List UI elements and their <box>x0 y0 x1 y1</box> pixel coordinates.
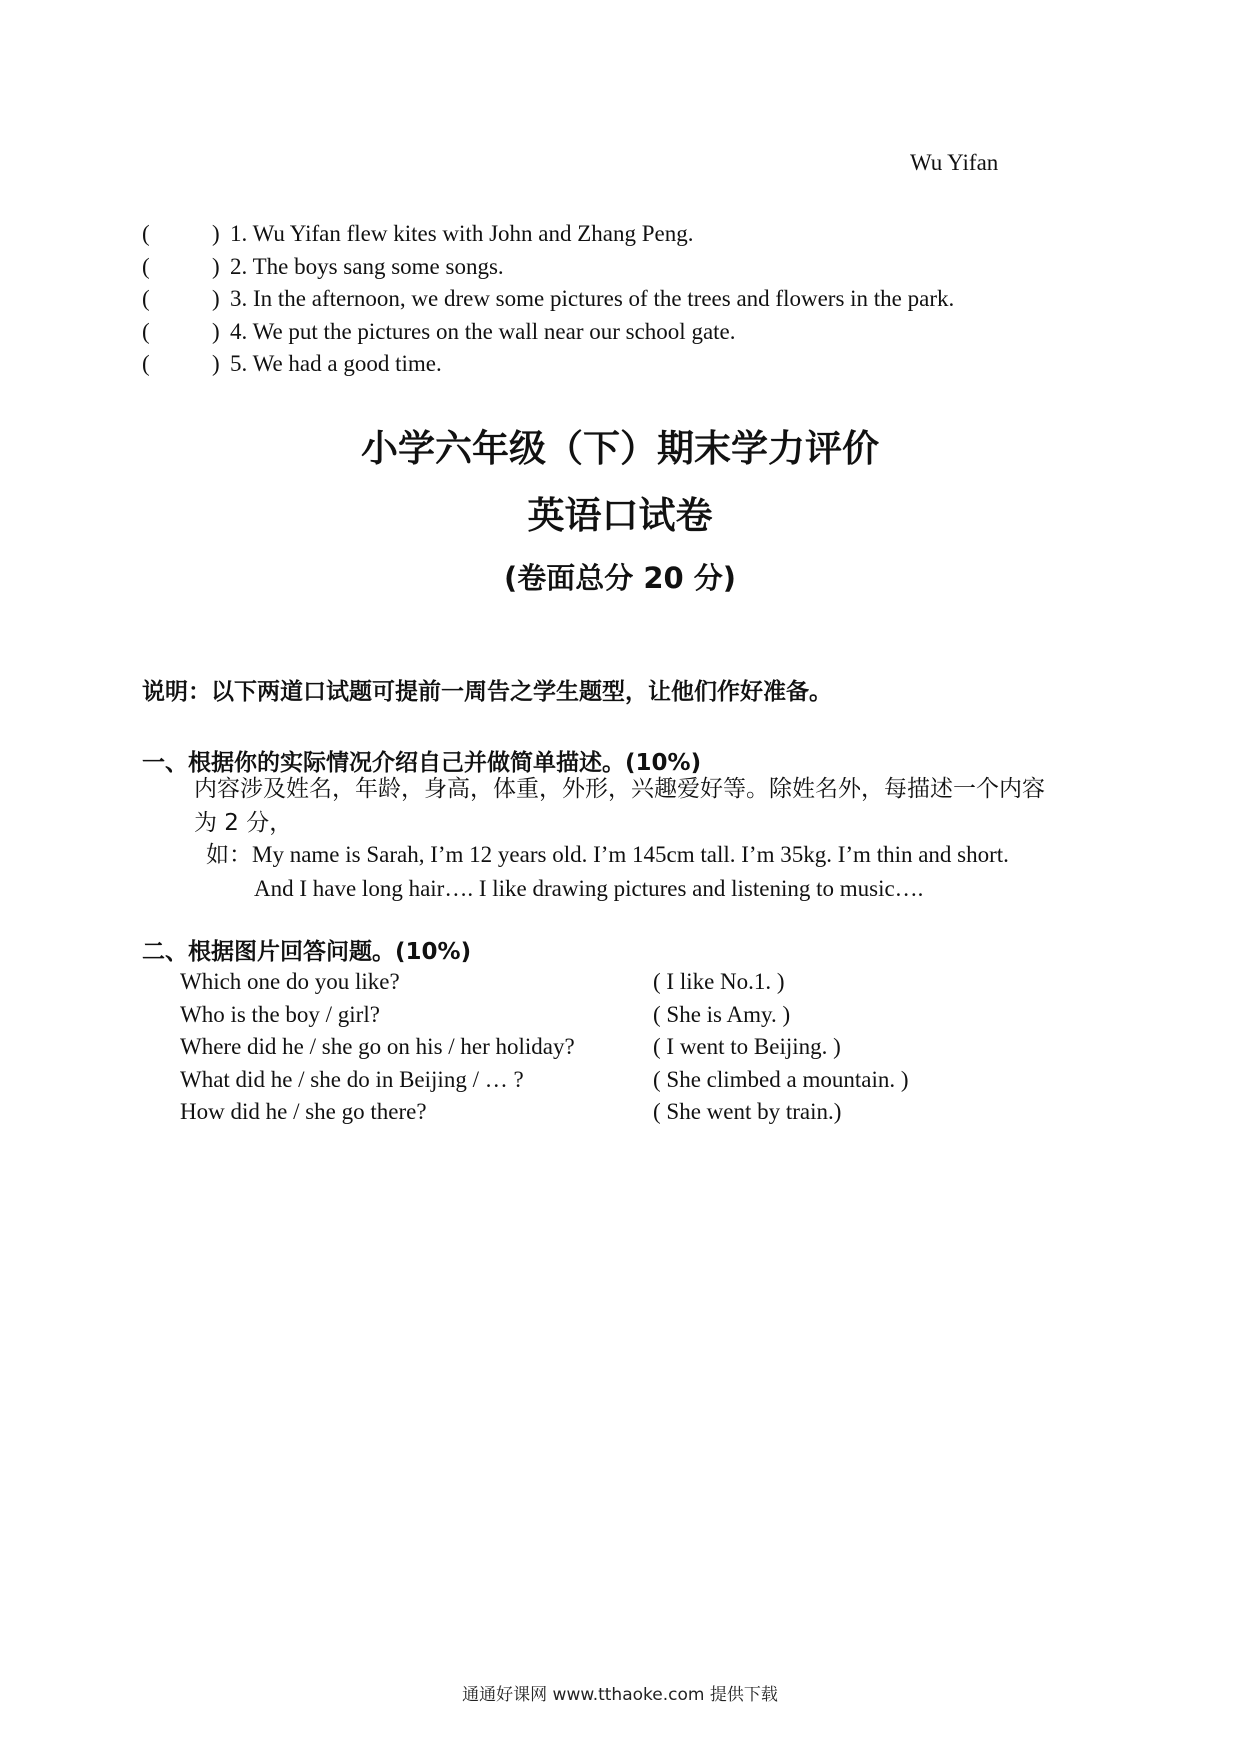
statement-text: 1. Wu Yifan flew kites with John and Zhang Peng. <box>230 221 694 246</box>
footer-source: 通通好课网 www.tthaoke.com 提供下载 <box>462 1685 778 1705</box>
statement-text: 4. We put the pictures on the wall near our school gate. <box>230 318 736 344</box>
question-answer-list <box>180 966 980 1129</box>
section-1-example <box>206 838 1009 905</box>
answer-blank-open: ( <box>142 318 150 344</box>
answer-blank-open: ( <box>142 351 150 376</box>
section-1-description <box>194 772 1045 840</box>
total-score: (卷面总分 20 分) <box>503 561 737 595</box>
example-text: My name is Sarah, I’m 12 years old. I’m 145cm tall. I’m 35kg. I’m thin and short. <box>252 842 1009 867</box>
answer-blank-close: ) <box>212 286 220 311</box>
list-item <box>180 1096 980 1129</box>
list-item <box>180 1064 980 1097</box>
example-prefix: 如： <box>206 842 252 868</box>
list-item <box>142 218 1042 251</box>
list-item <box>180 999 980 1032</box>
list-item <box>180 1031 980 1064</box>
list-item <box>142 348 1042 381</box>
instructions: 说明：以下两道口试题可提前一周告之学生题型，让他们作好准备。 <box>142 679 832 705</box>
answer-text: ( She is Amy. ) <box>653 1001 791 1027</box>
answer-blank-open: ( <box>142 221 150 246</box>
example-line <box>206 838 1009 872</box>
statement-text: 2. The boys sang some songs. <box>230 253 504 279</box>
question-text: What did he / she do in Beijing / … ? <box>180 1066 524 1092</box>
question-text: Which one do you like? <box>180 969 400 994</box>
question-text: Who is the boy / girl? <box>180 1001 380 1027</box>
description-line: 为 2 分， <box>194 810 293 836</box>
list-item <box>142 316 1042 349</box>
list-item <box>142 283 1042 316</box>
question-text: How did he / she go there? <box>180 1099 427 1124</box>
answer-text: ( She went by train.) <box>653 1099 842 1124</box>
answer-blank-open: ( <box>142 253 150 279</box>
student-name: Wu Yifan <box>910 150 999 175</box>
example-line: And I have long hair…. I like drawing pictures and listening to music…. <box>254 876 924 901</box>
true-false-list <box>142 218 1042 381</box>
section-1-heading: 一、根据你的实际情况介绍自己并做简单描述。(10%) <box>142 750 702 776</box>
answer-blank-open: ( <box>142 286 150 311</box>
page-subtitle: 英语口试卷 <box>527 494 713 537</box>
question-text: Where did he / she go on his / her holiday? <box>180 1034 575 1059</box>
answer-text: ( I like No.1. ) <box>653 969 785 994</box>
list-item <box>142 251 1042 284</box>
answer-blank-close: ) <box>212 318 220 344</box>
answer-text: ( She climbed a mountain. ) <box>653 1066 909 1092</box>
answer-blank-close: ) <box>212 221 220 246</box>
statement-text: 5. We had a good time. <box>230 351 442 376</box>
answer-blank-close: ) <box>212 351 220 376</box>
section-2-heading: 二、根据图片回答问题。(10%) <box>142 939 472 965</box>
answer-blank-close: ) <box>212 253 220 279</box>
description-line: 内容涉及姓名，年龄，身高，体重，外形，兴趣爱好等。除姓名外，每描述一个内容 <box>194 776 1045 802</box>
list-item <box>180 966 980 999</box>
statement-text: 3. In the afternoon, we drew some pictures of the trees and flowers in the park. <box>230 286 955 311</box>
answer-text: ( I went to Beijing. ) <box>653 1034 841 1059</box>
page-title: 小学六年级（下）期末学力评价 <box>361 427 879 470</box>
